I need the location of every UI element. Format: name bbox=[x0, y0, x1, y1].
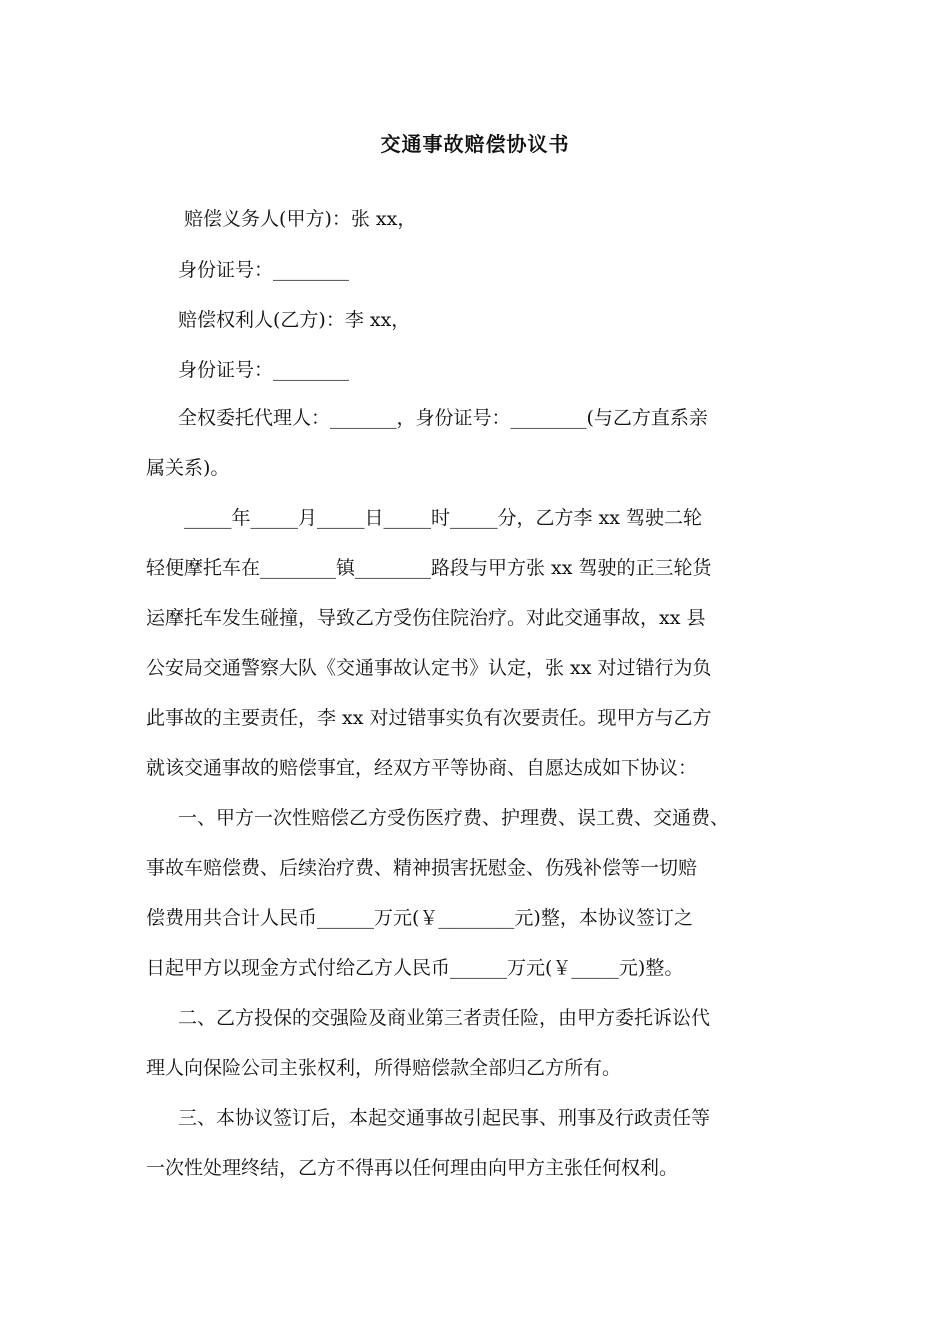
clause-3-line: 三、本协议签订后，本起交通事故引起民事、刑事及行政责任等 bbox=[178, 1107, 711, 1129]
party-b-id-line: 身份证号：________ bbox=[178, 359, 350, 381]
clause-1-line: 事故车赔偿费、后续治疗费、精神损害抚慰金、伤残补偿等一切赔 bbox=[146, 857, 698, 879]
clause-1-line: 日起甲方以现金方式付给乙方人民币______万元(￥_____元)整。 bbox=[146, 957, 684, 979]
accident-paragraph-line: 运摩托车发生碰撞，导致乙方受伤住院治疗。对此交通事故，xx 县 bbox=[146, 607, 706, 629]
accident-paragraph-line: 就该交通事故的赔偿事宜，经双方平等协商、自愿达成如下协议： bbox=[146, 757, 698, 779]
agent-line: 全权委托代理人：_______，身份证号：________(与乙方直系亲 bbox=[178, 407, 708, 429]
party-b-line: 赔偿权利人(乙方)：李 xx， bbox=[178, 309, 411, 331]
clause-2-line: 二、乙方投保的交强险及商业第三者责任险，由甲方委托诉讼代 bbox=[178, 1007, 711, 1029]
accident-paragraph-line: 此事故的主要责任，李 xx 对过错事实负有次要责任。现甲方与乙方 bbox=[146, 707, 712, 729]
accident-paragraph-line: 公安局交通警察大队《交通事故认定书》认定，张 xx 对过错行为负 bbox=[146, 657, 712, 679]
party-a-id-line: 身份证号：________ bbox=[178, 259, 350, 281]
accident-paragraph-line: _____年_____月_____日_____时_____分，乙方李 xx 驾驶二轮 bbox=[178, 507, 703, 529]
agent-line-cont: 属关系)。 bbox=[146, 457, 230, 479]
clause-1-line: 一、甲方一次性赔偿乙方受伤医疗费、护理费、误工费、交通费、 bbox=[178, 807, 730, 829]
clause-3-line: 一次性处理终结，乙方不得再以任何理由向甲方主张任何权利。 bbox=[146, 1157, 679, 1179]
clause-1-line: 偿费用共合计人民币______万元(￥________元)整，本协议签订之 bbox=[146, 907, 693, 929]
party-a-line: 赔偿义务人(甲方)：张 xx， bbox=[178, 208, 417, 230]
document-title: 交通事故赔偿协议书 bbox=[380, 132, 570, 156]
clause-2-line: 理人向保险公司主张权利，所得赔偿款全部归乙方所有。 bbox=[146, 1057, 622, 1079]
accident-paragraph-line: 轻便摩托车在________镇________路段与甲方张 xx 驾驶的正三轮货 bbox=[146, 557, 712, 579]
